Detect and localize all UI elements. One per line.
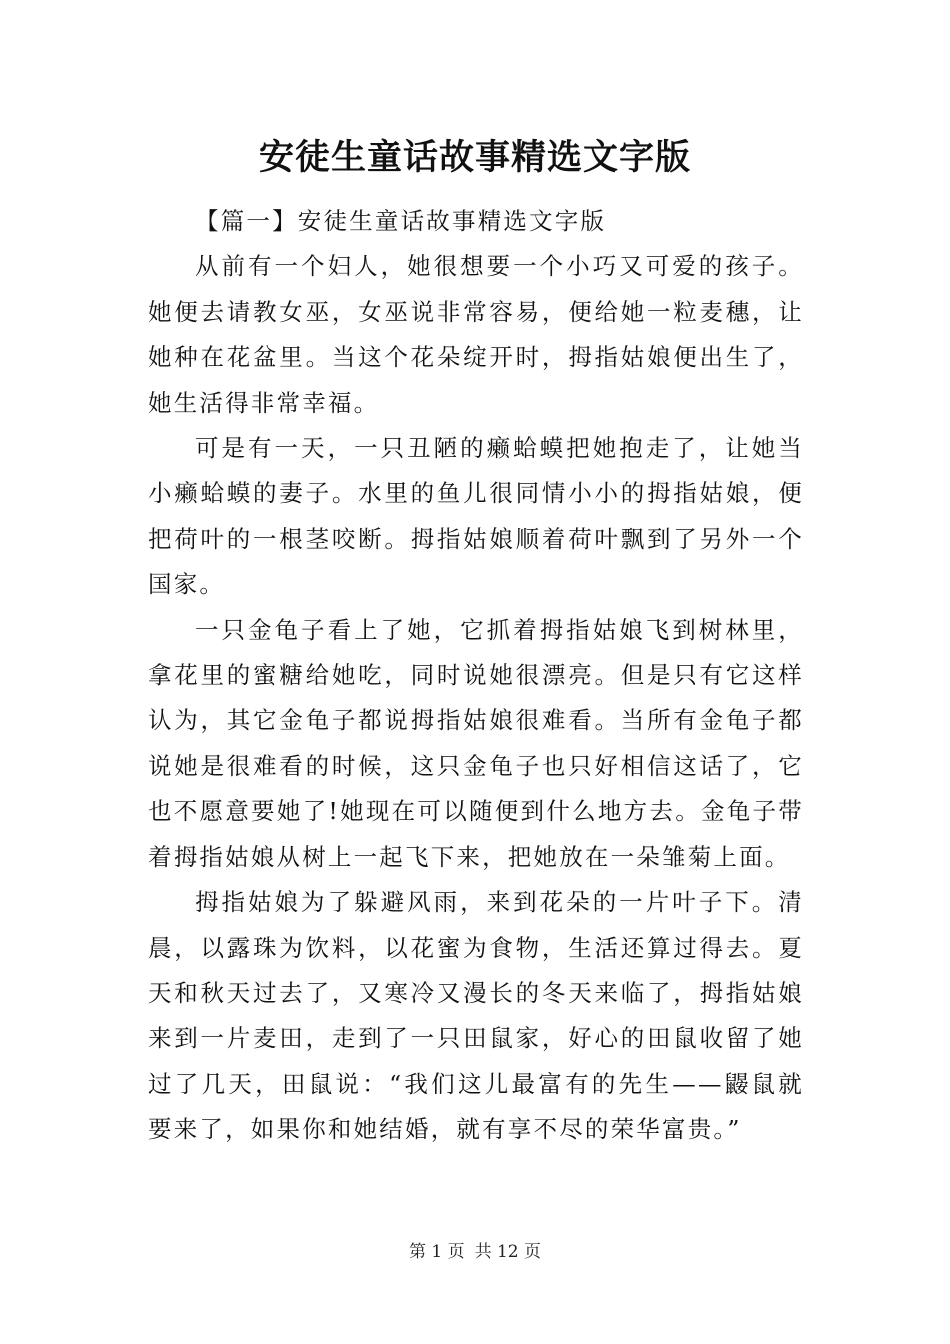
section-heading: 【篇一】安徒生童话故事精选文字版 (195, 207, 607, 235)
document-title: 安徒生童话故事精选文字版 (258, 137, 691, 178)
page-total: 共 12 页 (474, 1242, 542, 1262)
page-footer (0, 1240, 950, 1264)
document-body (148, 199, 804, 1153)
paragraph: 从前有一个妇人，她很想要一个小巧又可爱的孩子。她便去请教女巫，女巫说非常容易，便给她一粒麦穗，让她种在花盆里。当这个花朵绽开时，拇指姑娘便出生了，她生活得非常幸福。 (148, 252, 804, 417)
paragraph: 一只金龟子看上了她，它抓着拇指姑娘飞到树林里，拿花里的蜜糖给她吃，同时说她很漂亮。但是只有它这样认为，其它金龟子都说拇指姑娘很难看。当所有金龟子都说她是很难看的时候，这只金龟子也只好相信这话了，它也不愿意要她了!她现在可以随便到什么地方去。金龟子带着拇指姑娘从树上一起飞下来，把她放在一朵雏菊上面。 (148, 615, 804, 871)
paragraph: 拇指姑娘为了躲避风雨，来到花朵的一片叶子下。清晨，以露珠为饮料，以花蜜为食物，生活还算过得去。夏天和秋天过去了，又寒冷又漫长的冬天来临了，拇指姑娘来到一片麦田，走到了一只田鼠家，好心的田鼠收留了她过了几天，田鼠说：“我们这儿最富有的先生——鼹鼠就要来了，如果你和她结婚，就有享不尽的荣华富贵。” (148, 888, 804, 1144)
page-number: 第 1 页 (408, 1242, 465, 1262)
paragraph: 可是有一天，一只丑陋的癞蛤蟆把她抱走了，让她当小癞蛤蟆的妻子。水里的鱼儿很同情小小的拇指姑娘，便把荷叶的一根茎咬断。拇指姑娘顺着荷叶飘到了另外一个国家。 (148, 434, 804, 599)
